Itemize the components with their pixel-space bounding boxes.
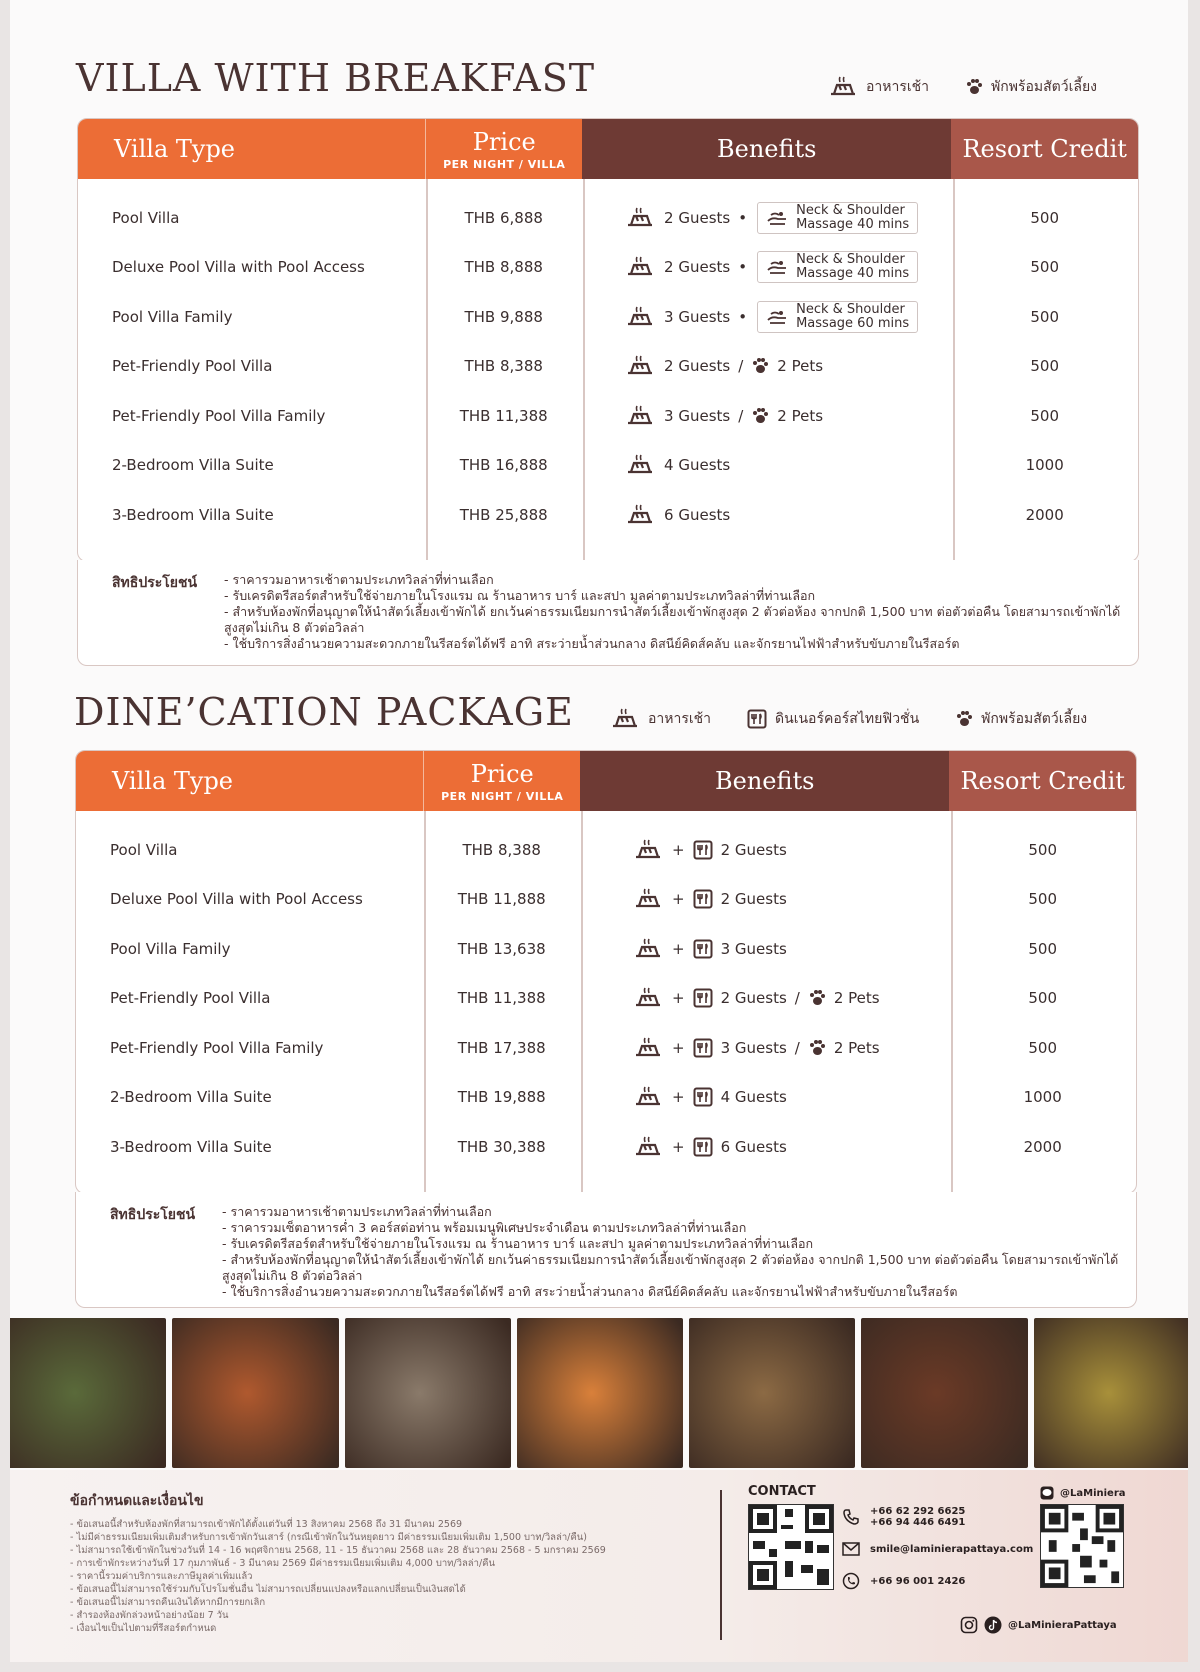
rate-card-page xyxy=(10,0,1188,1662)
term-item: - ข้อเสนอนี้สำหรับห้องพักที่สามารถเข้าพักได้ตั้งแต่วันที่ 13 สิงหาคม 2568 ถึง 31 มีนาคม 2569 xyxy=(70,1518,690,1531)
price-cell: THB 25,888 xyxy=(459,505,548,524)
guests-label: 2 Guests xyxy=(720,890,787,909)
price-cell: THB 11,388 xyxy=(457,989,546,1008)
resort-credit-cell: 500 xyxy=(1028,989,1057,1008)
massage-line-1: Neck & Shoulder xyxy=(796,252,905,268)
contact-title: CONTACT xyxy=(748,1484,816,1499)
price-cell: THB 8,388 xyxy=(462,840,541,859)
legend-pets-label: พักพร้อมสัตว์เลี้ยง xyxy=(981,711,1088,727)
pets-label: 2 Pets xyxy=(777,406,824,425)
table-row xyxy=(76,1073,1136,1123)
food-photo xyxy=(10,1318,166,1468)
paw-icon xyxy=(751,407,769,425)
villa-type-cell: Pool Villa xyxy=(110,840,178,859)
separator-dot: • xyxy=(738,208,748,227)
dinecation-rate-table xyxy=(75,750,1137,1194)
price-cell: THB 8,388 xyxy=(464,357,543,376)
dinner-icon xyxy=(693,1087,713,1107)
legend-breakfast-label: อาหารเช้า xyxy=(866,79,930,95)
breakfast-icon xyxy=(632,888,664,910)
table-row xyxy=(76,825,1136,875)
header-villa-type: Villa Type xyxy=(78,119,425,179)
villa-type-cell: 3-Bedroom Villa Suite xyxy=(110,1137,272,1156)
guests-label: 2 Guests xyxy=(664,258,731,277)
villa-type-cell: 2-Bedroom Villa Suite xyxy=(112,456,274,475)
note-item: - ใช้บริการสิ่งอำนวยความสะดวกภายในรีสอร์ตได้ฟรี อาทิ สระว่ายน้ำส่วนกลาง ดิสนีย์คิดส์คลับ และจักรยานไฟฟ้าสำหรับขับภายในรีสอร์ต xyxy=(222,1284,1136,1300)
line-handle: @LaMiniera xyxy=(1060,1487,1126,1499)
header-benefits: Benefits xyxy=(582,119,951,179)
table-header xyxy=(76,751,1136,811)
dinner-icon xyxy=(693,1137,713,1157)
plus-sign: + xyxy=(672,890,685,909)
breakfast-icon xyxy=(624,454,656,476)
header-resort-credit: Resort Credit xyxy=(951,119,1138,179)
paw-icon xyxy=(965,78,983,96)
massage-line-1: Neck & Shoulder xyxy=(796,301,905,317)
terms-title: ข้อกำหนดและเงื่อนไข xyxy=(70,1493,204,1509)
separator-slash: / xyxy=(738,406,744,425)
massage-benefit xyxy=(757,202,918,234)
guests-label: 4 Guests xyxy=(664,456,731,475)
villa-type-cell: 2-Bedroom Villa Suite xyxy=(110,1088,272,1107)
header-price-label: Price xyxy=(470,759,534,788)
benefits-notes-2 xyxy=(75,1192,1137,1308)
benefits-cell xyxy=(580,974,949,1024)
table-row xyxy=(76,924,1136,974)
paw-icon xyxy=(808,989,826,1007)
breakfast-icon xyxy=(632,839,664,861)
villa-type-cell: Pool Villa Family xyxy=(110,939,231,958)
term-item: - ข้อเสนอนี้ไม่สามารถใช้ร่วมกับโปรโมชั่นอื่น ไม่สามารถเปลี่ยนแปลงหรือแลกเปลี่ยนเป็นเงินสดได้ xyxy=(70,1583,690,1596)
tiktok-icon xyxy=(984,1616,1002,1634)
table-row xyxy=(78,243,1138,293)
table-header xyxy=(78,119,1138,179)
header-price-sub: PER NIGHT / VILLA xyxy=(443,157,566,171)
plus-sign: + xyxy=(672,840,685,859)
whatsapp-icon xyxy=(842,1572,860,1590)
villa-type-cell: Pool Villa xyxy=(112,208,180,227)
plus-sign: + xyxy=(672,1038,685,1057)
email-address: smile@laminierapattaya.com xyxy=(870,1543,1034,1555)
resort-credit-cell: 500 xyxy=(1030,208,1059,227)
notes-list xyxy=(224,572,1138,665)
note-item: - ราคารวมอาหารเช้าตามประเภทวิลล่าที่ท่านเลือก xyxy=(222,1204,1136,1220)
separator-slash: / xyxy=(794,1038,800,1057)
benefits-notes-1 xyxy=(77,560,1139,666)
price-cell: THB 19,888 xyxy=(457,1088,546,1107)
legend-breakfast-2 xyxy=(610,708,711,730)
plus-sign: + xyxy=(672,1088,685,1107)
phone-1: +66 62 292 6625 xyxy=(870,1506,966,1517)
term-item: - สำรองห้องพักล่วงหน้าอย่างน้อย 7 วัน xyxy=(70,1609,690,1622)
terms-and-conditions xyxy=(70,1490,690,1635)
legend-breakfast xyxy=(828,76,929,98)
header-benefits: Benefits xyxy=(580,751,949,811)
qr-code-line[interactable] xyxy=(1040,1504,1124,1588)
breakfast-icon xyxy=(624,504,656,526)
villa-type-cell: Pet-Friendly Pool Villa xyxy=(110,989,271,1008)
term-item: - การเข้าพักระหว่างวันที่ 17 กุมภาพันธ์ - 3 มีนาคม 2569 มีค่าธรรมเนียมเพิ่มเติม 4,000 บาท/วิลล่า/คืน xyxy=(70,1557,690,1570)
resort-credit-cell: 1000 xyxy=(1023,1088,1062,1107)
guests-label: 6 Guests xyxy=(720,1137,787,1156)
breakfast-icon xyxy=(632,938,664,960)
breakfast-icon xyxy=(624,405,656,427)
qr-code-icon xyxy=(749,1505,833,1589)
breakfast-icon xyxy=(610,708,640,730)
resort-credit-cell: 500 xyxy=(1028,840,1057,859)
breakfast-icon xyxy=(632,1037,664,1059)
price-cell: THB 13,638 xyxy=(457,939,546,958)
footer xyxy=(10,1470,1188,1662)
table-row xyxy=(78,193,1138,243)
section-title-dinecation: DINE’CATION PACKAGE xyxy=(74,690,574,734)
legend-dinecation-section xyxy=(610,708,1087,730)
benefits-cell xyxy=(580,1073,949,1123)
guests-label: 3 Guests xyxy=(720,1038,787,1057)
table-row xyxy=(78,292,1138,342)
breakfast-icon xyxy=(624,355,656,377)
guests-label: 2 Guests xyxy=(664,208,731,227)
pets-label: 2 Pets xyxy=(777,357,824,376)
notes-label: สิทธิประโยชน์ xyxy=(110,1207,196,1223)
contact-phone[interactable] xyxy=(842,1506,965,1528)
phone-2: +66 94 446 6491 xyxy=(870,1517,966,1528)
qr-code-icon xyxy=(1041,1505,1123,1587)
dinner-icon xyxy=(747,709,767,729)
food-photo xyxy=(172,1318,338,1468)
legend-dinner xyxy=(747,708,919,730)
price-cell: THB 11,388 xyxy=(459,406,548,425)
table-row xyxy=(76,974,1136,1024)
food-photo xyxy=(517,1318,683,1468)
section-title-breakfast: VILLA WITH BREAKFAST xyxy=(76,56,596,100)
table-body xyxy=(76,811,1136,1172)
legend-dinner-label: ดินเนอร์คอร์สไทยฟิวชั่น xyxy=(775,711,920,727)
dinner-icon xyxy=(693,840,713,860)
massage-line-2: Massage 40 mins xyxy=(796,266,910,282)
header-price xyxy=(425,119,582,179)
massage-text xyxy=(796,253,909,281)
benefits-cell xyxy=(582,490,951,540)
note-item: - รับเครดิตรีสอร์ตสำหรับใช้จ่ายภายในโรงแรม ณ ร้านอาหาร บาร์ และสปา มูลค่าตามประเภทวิลล่าที่ท่านเลือก xyxy=(222,1236,1136,1252)
header-villa-type: Villa Type xyxy=(76,751,423,811)
notes-list xyxy=(222,1204,1136,1307)
table-row xyxy=(78,391,1138,441)
food-photo xyxy=(1034,1318,1188,1468)
table-row xyxy=(78,342,1138,392)
plus-sign: + xyxy=(672,939,685,958)
breakfast-icon xyxy=(828,76,858,98)
massage-benefit xyxy=(757,301,918,333)
benefits-cell xyxy=(582,193,951,243)
line-icon xyxy=(1040,1486,1054,1500)
guests-label: 2 Guests xyxy=(720,989,787,1008)
villa-type-cell: Pet-Friendly Pool Villa Family xyxy=(112,406,326,425)
legend-pets-2 xyxy=(955,708,1087,730)
resort-credit-cell: 500 xyxy=(1030,258,1059,277)
resort-credit-cell: 2000 xyxy=(1025,505,1064,524)
massage-benefit xyxy=(757,251,918,283)
benefits-cell xyxy=(582,441,951,491)
notes-label: สิทธิประโยชน์ xyxy=(112,575,198,591)
food-photo xyxy=(861,1318,1027,1468)
benefits-cell xyxy=(582,391,951,441)
benefits-cell xyxy=(580,1023,949,1073)
price-cell: THB 16,888 xyxy=(459,456,548,475)
food-photo xyxy=(345,1318,511,1468)
line-account[interactable] xyxy=(1040,1486,1126,1500)
price-cell: THB 30,388 xyxy=(457,1137,546,1156)
resort-credit-cell: 500 xyxy=(1028,939,1057,958)
breakfast-icon xyxy=(632,987,664,1009)
header-price xyxy=(423,751,580,811)
breakfast-icon xyxy=(632,1136,664,1158)
dinner-icon xyxy=(693,988,713,1008)
benefits-cell xyxy=(580,825,949,875)
benefits-cell xyxy=(580,1122,949,1172)
term-item: - ไม่มีค่าธรรมเนียมเพิ่มเติมสำหรับการเข้าพักวันเสาร์ (กรณีเข้าพักในวันหยุดยาว มีค่าธรรมเนียมเพิ่มเติม 1,500 บาท/วิลล่า/คืน) xyxy=(70,1531,690,1544)
note-item: - ใช้บริการสิ่งอำนวยความสะดวกภายในรีสอร์ตได้ฟรี อาทิ สระว่ายน้ำส่วนกลาง ดิสนีย์คิดส์คลับ และจักรยานไฟฟ้าสำหรับขับภายในรีสอร์ต xyxy=(224,636,1138,652)
price-cell: THB 17,388 xyxy=(457,1038,546,1057)
guests-label: 4 Guests xyxy=(720,1088,787,1107)
social-handle: @LaMinieraPattaya xyxy=(1008,1619,1117,1631)
term-item: - ราคานี้รวมค่าบริการและภาษีมูลค่าเพิ่มแล้ว xyxy=(70,1570,690,1583)
paw-icon xyxy=(808,1039,826,1057)
dinner-icon xyxy=(693,1038,713,1058)
massage-text xyxy=(796,204,909,232)
guests-label: 3 Guests xyxy=(664,406,731,425)
food-photo xyxy=(689,1318,855,1468)
resort-credit-cell: 1000 xyxy=(1025,456,1064,475)
resort-credit-cell: 500 xyxy=(1030,406,1059,425)
resort-credit-cell: 2000 xyxy=(1023,1137,1062,1156)
food-photo-strip xyxy=(10,1318,1188,1468)
separator-slash: / xyxy=(794,989,800,1008)
table-row xyxy=(76,875,1136,925)
paw-icon xyxy=(751,357,769,375)
table-row xyxy=(78,490,1138,540)
resort-credit-cell: 500 xyxy=(1028,890,1057,909)
dinner-icon xyxy=(693,939,713,959)
table-row xyxy=(78,441,1138,491)
plus-sign: + xyxy=(672,989,685,1008)
price-cell: THB 11,888 xyxy=(457,890,546,909)
separator-dot: • xyxy=(738,307,748,326)
note-item: - ราคารวมเซ็ตอาหารค่ำ 3 คอร์สต่อท่าน พร้อมเมนูพิเศษประจำเดือน ตามประเภทวิลล่าที่ท่านเลือก xyxy=(222,1220,1136,1236)
villa-type-cell: Deluxe Pool Villa with Pool Access xyxy=(112,258,365,277)
guests-label: 2 Guests xyxy=(720,840,787,859)
note-item: - สำหรับห้องพักที่อนุญาตให้นำสัตว์เลี้ยงเข้าพักได้ ยกเว้นค่าธรรมเนียมการนำสัตว์เลี้ยงเข้าพักสูงสุด 2 ตัวต่อห้อง จากปกติ 1,500 บาท ต่อตัวต่อคืน โดยสามารถเข้าพักได้สูงสุดไม่เกิน 8 ตัวต่อวิลล่า xyxy=(222,1252,1136,1284)
term-item: - ไม่สามารถใช้เข้าพักในช่วงวันที่ 14 - 16 พฤศจิกายน 2568, 11 - 15 ธันวาคม 2568 และ 28 ธันวาคม 2568 - 5 มกราคม 2569 xyxy=(70,1544,690,1557)
guests-label: 2 Guests xyxy=(664,357,731,376)
massage-line-1: Neck & Shoulder xyxy=(796,202,905,218)
benefits-cell xyxy=(582,243,951,293)
villa-type-cell: Pet-Friendly Pool Villa Family xyxy=(110,1038,324,1057)
paw-icon xyxy=(955,710,973,728)
contact-email[interactable] xyxy=(842,1542,1033,1556)
breakfast-icon xyxy=(632,1086,664,1108)
term-item: - เงื่อนไขเป็นไปตามที่รีสอร์ตกำหนด xyxy=(70,1622,690,1635)
pets-label: 2 Pets xyxy=(833,1038,880,1057)
instagram-icon xyxy=(960,1616,978,1634)
guests-label: 3 Guests xyxy=(664,307,731,326)
massage-icon xyxy=(766,308,788,326)
email-icon xyxy=(842,1542,860,1556)
breakfast-icon xyxy=(624,256,656,278)
header-price-label: Price xyxy=(472,127,536,156)
massage-icon xyxy=(766,258,788,276)
separator-slash: / xyxy=(738,357,744,376)
guests-label: 6 Guests xyxy=(664,505,731,524)
breakfast-icon xyxy=(624,306,656,328)
table-row xyxy=(76,1023,1136,1073)
contact-whatsapp[interactable] xyxy=(842,1572,965,1590)
qr-code-contact[interactable] xyxy=(748,1504,834,1590)
benefits-cell xyxy=(582,342,951,392)
price-cell: THB 6,888 xyxy=(464,208,543,227)
guests-label: 3 Guests xyxy=(720,939,787,958)
dinner-icon xyxy=(693,889,713,909)
term-item: - ข้อเสนอนี้ไม่สามารถคืนเงินได้หากมีการยกเลิก xyxy=(70,1596,690,1609)
price-cell: THB 8,888 xyxy=(464,258,543,277)
separator-dot: • xyxy=(738,258,748,277)
header-price-sub: PER NIGHT / VILLA xyxy=(441,789,564,803)
phone-icon xyxy=(842,1508,860,1526)
benefits-cell xyxy=(580,875,949,925)
header-resort-credit: Resort Credit xyxy=(949,751,1136,811)
breakfast-icon xyxy=(624,207,656,229)
terms-list xyxy=(70,1518,690,1635)
villa-type-cell: Pool Villa Family xyxy=(112,307,233,326)
table-row xyxy=(76,1122,1136,1172)
massage-line-2: Massage 60 mins xyxy=(796,315,910,331)
villa-type-cell: Pet-Friendly Pool Villa xyxy=(112,357,273,376)
note-item: - ราคารวมอาหารเช้าตามประเภทวิลล่าที่ท่านเลือก xyxy=(224,572,1138,588)
price-cell: THB 9,888 xyxy=(464,307,543,326)
massage-icon xyxy=(766,209,788,227)
benefits-cell xyxy=(580,924,949,974)
villa-type-cell: 3-Bedroom Villa Suite xyxy=(112,505,274,524)
social-accounts[interactable] xyxy=(960,1616,1117,1634)
resort-credit-cell: 500 xyxy=(1030,357,1059,376)
benefits-cell xyxy=(582,292,951,342)
massage-line-2: Massage 40 mins xyxy=(796,216,910,232)
note-item: - สำหรับห้องพักที่อนุญาตให้นำสัตว์เลี้ยงเข้าพักได้ ยกเว้นค่าธรรมเนียมการนำสัตว์เลี้ยงเข้าพักสูงสุด 2 ตัวต่อห้อง จากปกติ 1,500 บาท ต่อตัวต่อคืน โดยสามารถเข้าพักได้สูงสุดไม่เกิน 8 ตัวต่อวิลล่า xyxy=(224,604,1138,636)
whatsapp-number: +66 96 001 2426 xyxy=(870,1575,966,1587)
legend-pets xyxy=(965,76,1097,98)
plus-sign: + xyxy=(672,1137,685,1156)
legend-breakfast-section xyxy=(828,76,1097,98)
resort-credit-cell: 500 xyxy=(1030,307,1059,326)
massage-text xyxy=(796,303,909,331)
resort-credit-cell: 500 xyxy=(1028,1038,1057,1057)
legend-pets-label: พักพร้อมสัตว์เลี้ยง xyxy=(991,79,1098,95)
note-item: - รับเครดิตรีสอร์ตสำหรับใช้จ่ายภายในโรงแรม ณ ร้านอาหาร บาร์ และสปา มูลค่าตามประเภทวิลล่าที่ท่านเลือก xyxy=(224,588,1138,604)
legend-breakfast-label: อาหารเช้า xyxy=(648,711,712,727)
villa-type-cell: Deluxe Pool Villa with Pool Access xyxy=(110,890,363,909)
breakfast-rate-table xyxy=(77,118,1139,562)
pets-label: 2 Pets xyxy=(833,989,880,1008)
table-body xyxy=(78,179,1138,540)
